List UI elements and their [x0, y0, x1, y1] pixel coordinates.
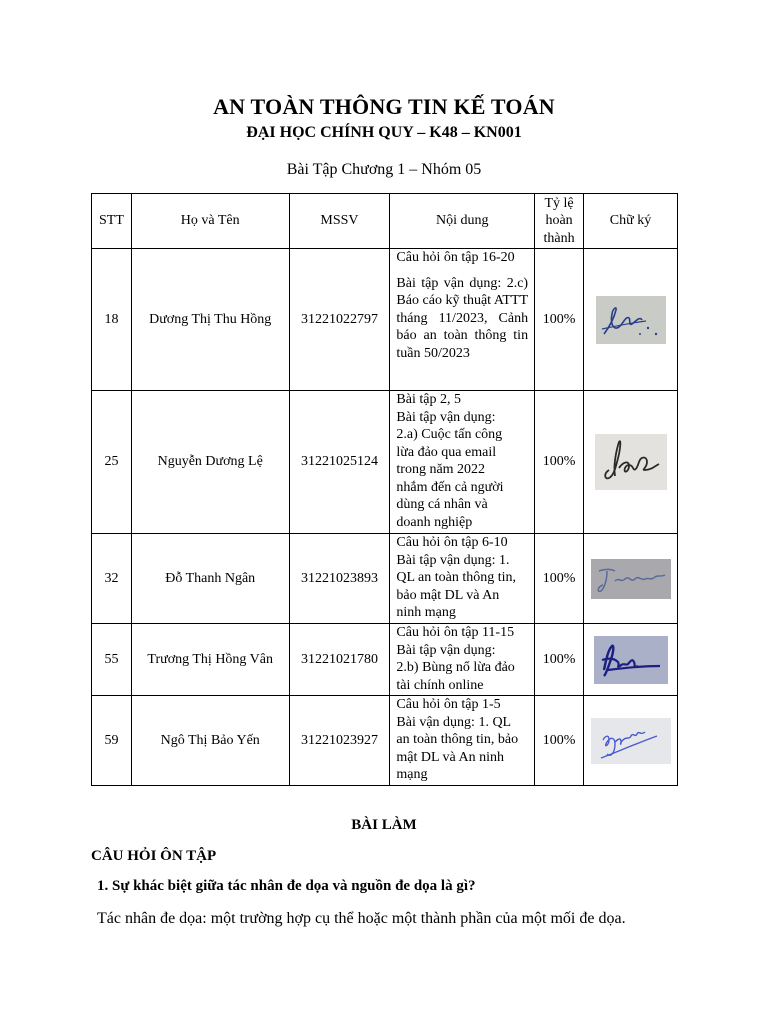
cell-signature — [584, 624, 678, 696]
header-rate-line: thành — [543, 230, 575, 246]
content-line: mật DL và An ninh — [396, 749, 504, 765]
cell-content — [390, 624, 535, 696]
cell-rate: 100% — [535, 624, 584, 696]
cell-name: Dương Thị Thu Hồng — [131, 249, 289, 391]
cell-mssv: 31221022797 — [289, 249, 390, 391]
content-line: 2.a) Cuộc tấn công — [396, 427, 503, 442]
cell-name: Ngô Thị Bảo Yến — [131, 696, 289, 786]
header-name: Họ và Tên — [131, 194, 289, 249]
content-line: ninh mạng — [396, 605, 456, 620]
table-row — [92, 534, 678, 624]
table-row — [92, 249, 678, 391]
cell-mssv: 31221025124 — [289, 391, 390, 534]
cell-rate: 100% — [535, 696, 584, 786]
content-paragraph: Bài tập vận dụng: 2.c) Báo cáo kỹ thuật ATTT tháng 11/2023, Cảnh báo an toàn thông tin tuần 50/2023 — [396, 275, 529, 361]
content-line: Bài tập 2, 5 — [396, 392, 461, 407]
header-mssv: MSSV — [289, 194, 390, 249]
signature-scribble-4-icon — [594, 636, 668, 684]
section-heading: CÂU HỎI ÔN TẬP — [91, 848, 217, 864]
content-line: QL an toàn thông tin, — [396, 570, 517, 585]
signature-scribble-2-icon — [595, 434, 667, 490]
content-line: Câu hỏi ôn tập 11-15 — [396, 625, 515, 640]
content-line: dùng cá nhân và — [396, 497, 488, 512]
cell-name: Trương Thị Hồng Vân — [131, 624, 289, 696]
exercise-heading: Bài Tập Chương 1 – Nhóm 05 — [286, 161, 482, 178]
content-line: nhắm đến cả người — [396, 479, 504, 495]
cell-name: Đỗ Thanh Ngân — [131, 534, 289, 624]
table-row — [92, 696, 678, 786]
question-1: 1. Sự khác biệt giữa tác nhân đe dọa và nguồn đe dọa là gì? — [97, 878, 476, 894]
content-line: Bài vận dụng: 1. QL — [396, 714, 512, 730]
content-line: Bài tập vận dụng: 1. — [396, 552, 510, 568]
cell-name: Nguyễn Dương Lệ — [131, 391, 289, 534]
cell-content — [390, 534, 535, 624]
header-content: Nội dung — [390, 194, 535, 249]
work-heading: BÀI LÀM — [351, 817, 417, 833]
signature-scribble-3-icon — [591, 559, 671, 599]
content-line: an toàn thông tin, bảo — [396, 732, 519, 747]
header-rate-line: Tỷ lệ — [544, 195, 574, 211]
cell-stt: 32 — [92, 534, 132, 624]
content-line: 2.b) Bùng nổ lừa đảo — [396, 660, 515, 675]
table-header-row — [92, 194, 678, 249]
cell-mssv: 31221021780 — [289, 624, 390, 696]
cell-rate: 100% — [535, 534, 584, 624]
answer-1: Tác nhân đe dọa: một trường hợp cụ thể hoặc một thành phần của một mối đe dọa. — [97, 910, 626, 927]
cell-signature — [584, 696, 678, 786]
content-line: Câu hỏi ôn tập 1-5 — [396, 697, 501, 712]
cell-content — [390, 249, 535, 391]
header-rate-line: hoàn — [545, 213, 573, 229]
content-line: tài chính online — [396, 677, 484, 693]
content-line: mạng — [396, 767, 428, 782]
cell-stt: 18 — [92, 249, 132, 391]
cell-signature — [584, 391, 678, 534]
signature-scribble-1-icon — [596, 296, 666, 344]
content-line: bảo mật DL và An — [396, 587, 500, 603]
cell-rate: 100% — [535, 391, 584, 534]
cell-rate: 100% — [535, 249, 584, 391]
document-subtitle: ĐẠI HỌC CHÍNH QUY – K48 – KN001 — [246, 124, 522, 141]
members-table — [91, 193, 678, 786]
content-line: Câu hỏi ôn tập 16-20 — [396, 250, 515, 265]
cell-content — [390, 696, 535, 786]
cell-signature — [584, 249, 678, 391]
cell-mssv: 31221023927 — [289, 696, 390, 786]
cell-stt: 59 — [92, 696, 132, 786]
content-line: Bài tập vận dụng: — [396, 642, 496, 658]
content-line: Bài tập vận dụng: — [396, 409, 496, 425]
content-line: lừa đảo qua email — [396, 444, 497, 460]
signature-scribble-5-icon — [591, 718, 671, 764]
header-rate — [535, 194, 584, 249]
cell-stt: 55 — [92, 624, 132, 696]
cell-content — [390, 391, 535, 534]
table-row — [92, 624, 678, 696]
document-title: AN TOÀN THÔNG TIN KẾ TOÁN — [213, 94, 555, 119]
cell-mssv: 31221023893 — [289, 534, 390, 624]
cell-signature — [584, 534, 678, 624]
table-row — [92, 391, 678, 534]
content-line: trong năm 2022 — [396, 462, 486, 477]
header-signature: Chữ ký — [584, 194, 678, 249]
content-line: doanh nghiệp — [396, 514, 473, 530]
cell-stt: 25 — [92, 391, 132, 534]
header-stt: STT — [92, 194, 132, 249]
content-line: Câu hỏi ôn tập 6-10 — [396, 535, 508, 550]
